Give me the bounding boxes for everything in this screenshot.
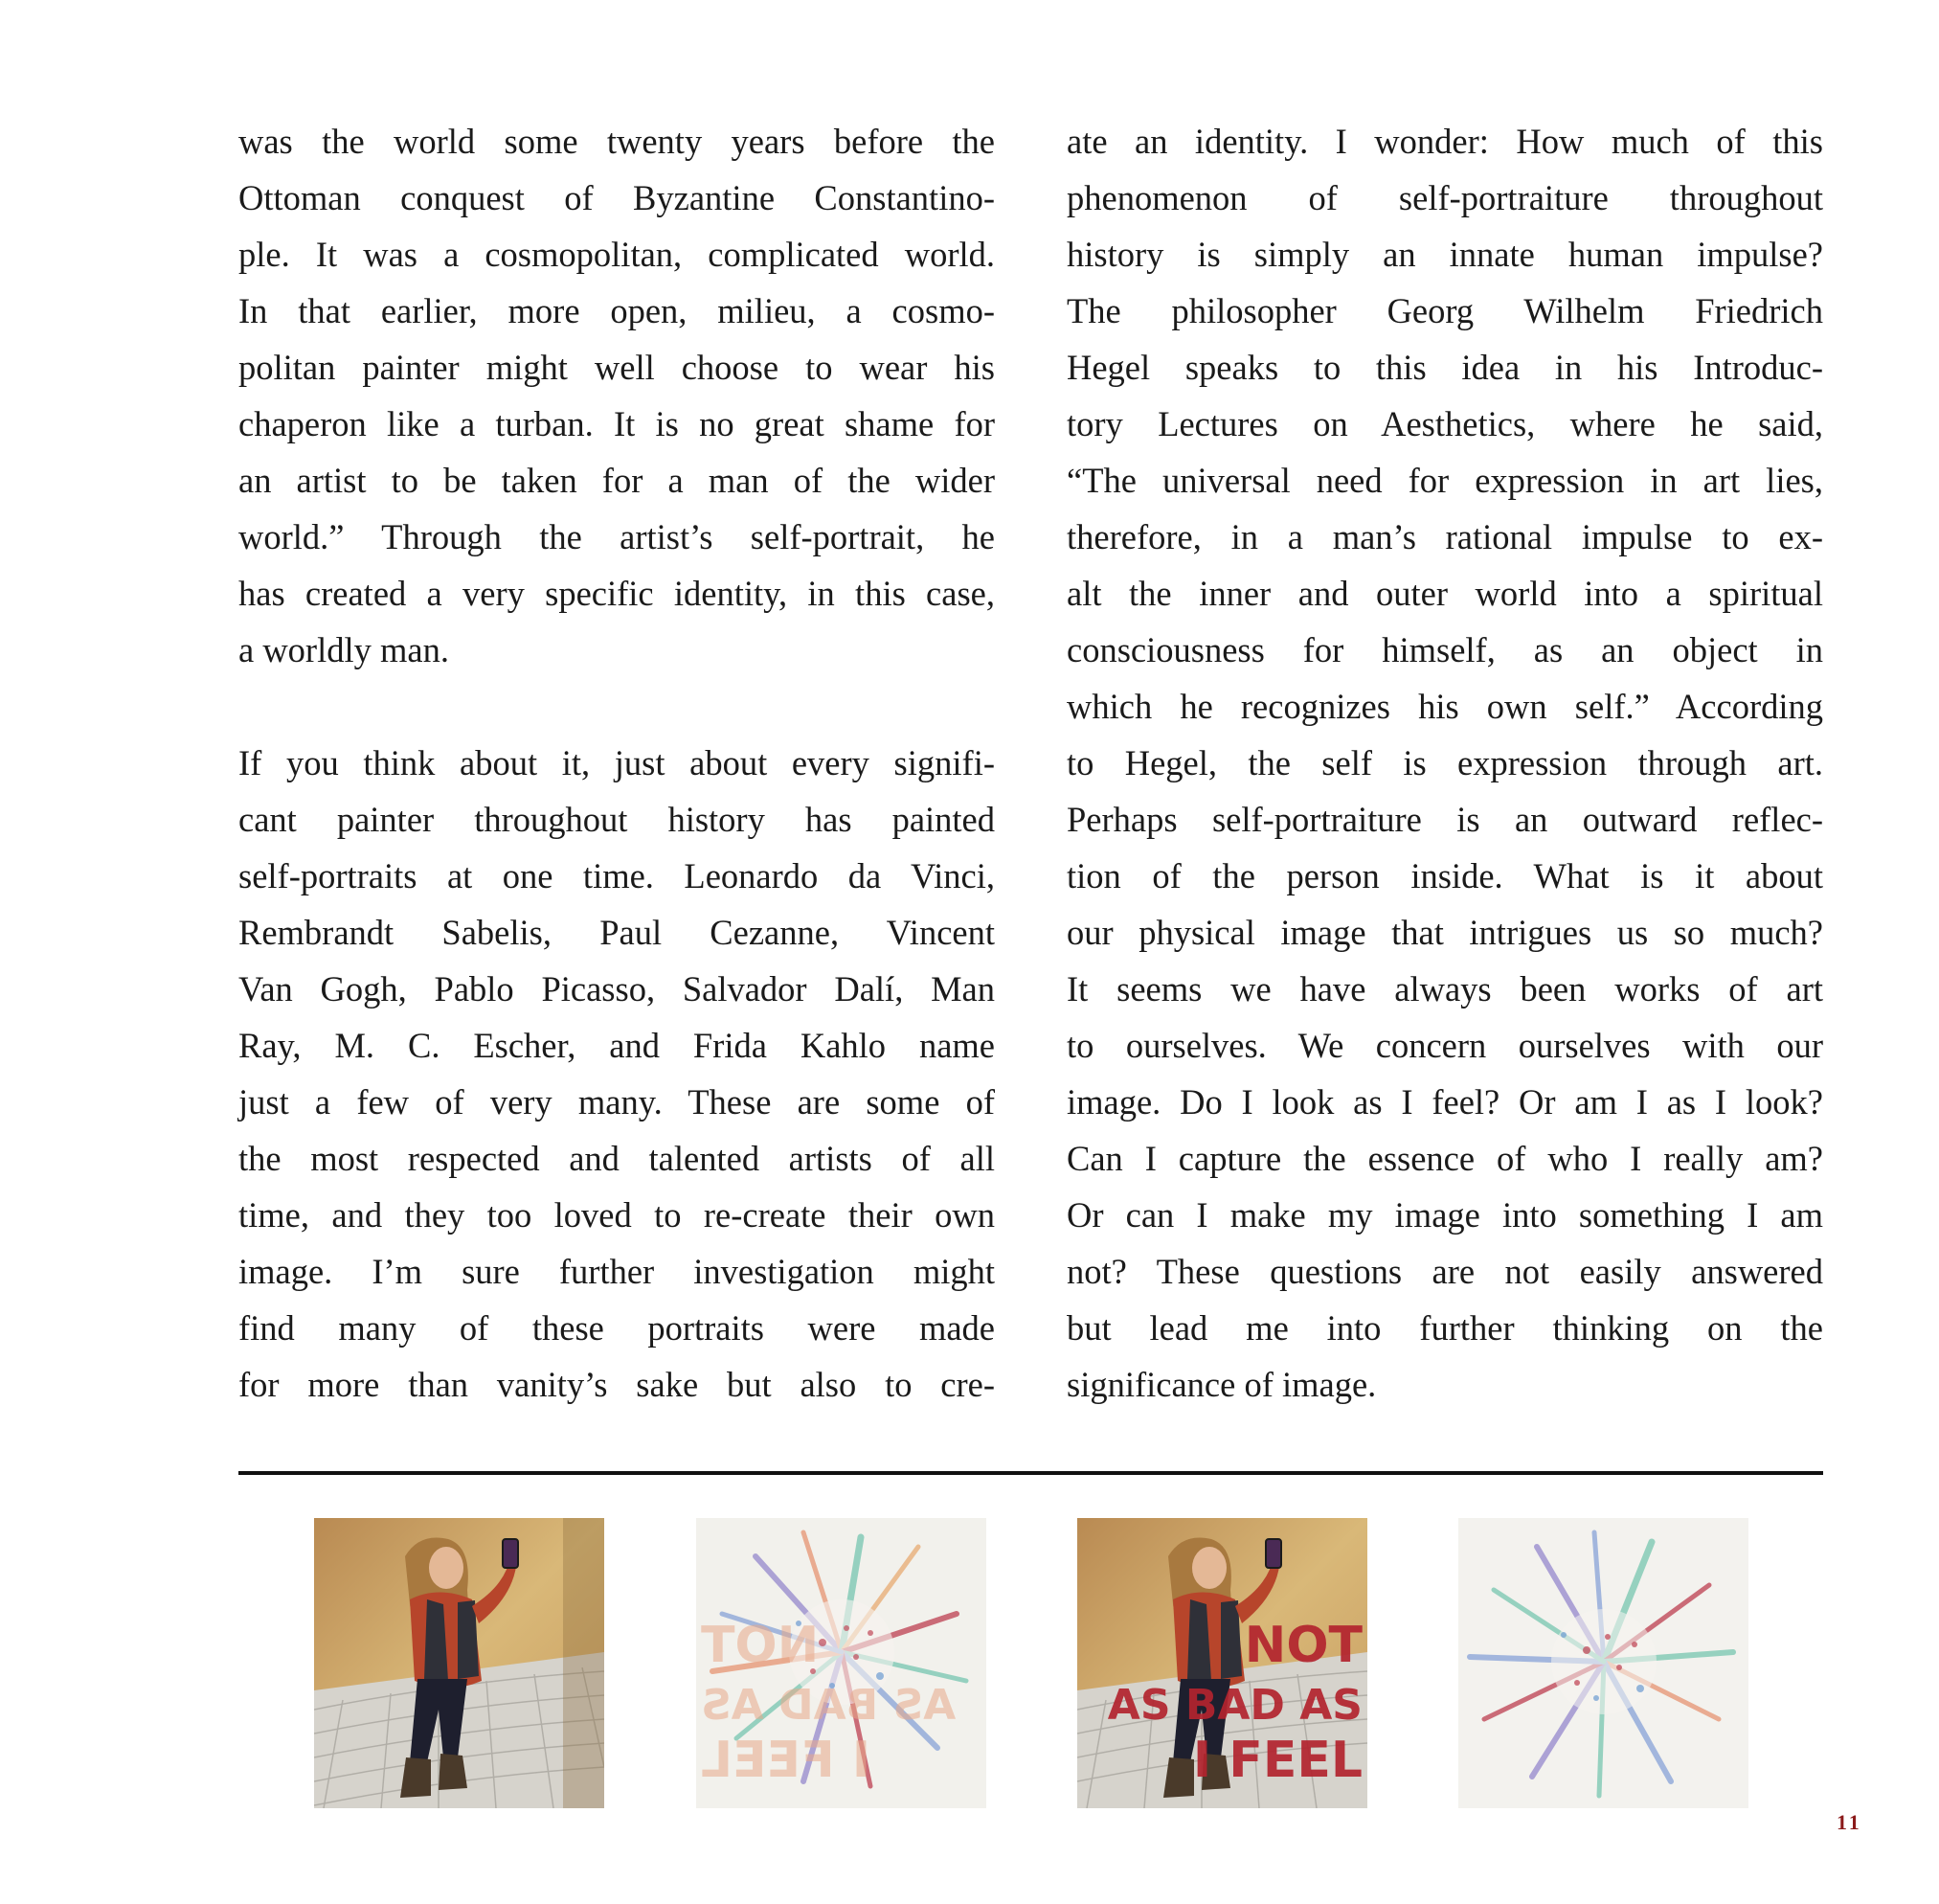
text-line: chaperon like a turban. It is no great shame for (238, 404, 995, 443)
text-line: but lead me into further thinking on the (1067, 1308, 1823, 1348)
text-line: just a few of very many. These are some of (238, 1082, 995, 1122)
paragraph-gap (238, 678, 995, 735)
splatter-art (1458, 1518, 1748, 1808)
selfie-photo-illustration (314, 1518, 604, 1808)
splatter-illustration (696, 1518, 986, 1808)
text-line: alt the inner and outer world into a spiritual (1067, 574, 1823, 613)
text-line: Rembrandt Sabelis, Paul Cezanne, Vincent (238, 913, 995, 952)
text-line: If you think about it, just about every signifi- (238, 743, 995, 782)
text-line: for more than vanity’s sake but also to cre- (238, 1365, 995, 1404)
text-line: which he recognizes his own self.” According (1067, 687, 1823, 726)
text-line: an artist to be taken for a man of the wider (238, 461, 995, 500)
text-line: phenomenon of self-portraiture throughout (1067, 178, 1823, 217)
right-text-column (1067, 113, 1823, 1413)
text-line: significance of image. (1067, 1365, 1377, 1404)
text-line: Hegel speaks to this idea in his Introduc- (1067, 348, 1823, 387)
selfie-photo-with-text (1077, 1518, 1367, 1808)
text-line: to ourselves. We concern ourselves with our (1067, 1026, 1823, 1065)
text-line: history is simply an innate human impulse? (1067, 235, 1823, 274)
text-line: ate an identity. I wonder: How much of this (1067, 122, 1823, 161)
overlay-text-not: NOT (1244, 1617, 1363, 1674)
overlay-text-as-bad-as-mirrored: AS BAD AS (701, 1681, 957, 1730)
text-line: tion of the person inside. What is it about (1067, 856, 1823, 895)
text-line: therefore, in a man’s rational impulse to ex- (1067, 517, 1823, 556)
text-line: “The universal need for expression in art lies, (1067, 461, 1823, 500)
text-line: image. Do I look as I feel? Or am I as I look? (1067, 1082, 1823, 1122)
text-line: image. I’m sure further investigation might (238, 1252, 995, 1291)
text-line: In that earlier, more open, milieu, a cosmo- (238, 291, 995, 330)
left-text-column (238, 113, 995, 1413)
page-number: 11 (1837, 1810, 1862, 1834)
horizontal-divider (238, 1471, 1823, 1475)
text-line: our physical image that intrigues us so much? (1067, 913, 1823, 952)
text-line: self-portraits at one time. Leonardo da Vinci, (238, 856, 995, 895)
text-line: time, and they too loved to re-create their own (238, 1195, 995, 1235)
paragraph-2 (238, 735, 995, 1413)
text-line: Ray, M. C. Escher, and Frida Kahlo name (238, 1026, 995, 1065)
text-line: Perhaps self-portraiture is an outward reflec- (1067, 800, 1823, 839)
text-line: the most respected and talented artists of all (238, 1139, 995, 1178)
selfie-text-illustration (1077, 1518, 1367, 1808)
selfie-photo (314, 1518, 604, 1808)
overlay-text-not-mirrored: NOT (701, 1617, 820, 1674)
text-line: not? These questions are not easily answered (1067, 1252, 1823, 1291)
splatter-illustration-plain (1458, 1518, 1748, 1808)
text-line: tory Lectures on Aesthetics, where he said, (1067, 404, 1823, 443)
text-line: ple. It was a cosmopolitan, complicated world. (238, 235, 995, 274)
text-line: to Hegel, the self is expression through art. (1067, 743, 1823, 782)
text-line: a worldly man. (238, 630, 449, 669)
text-line: find many of these portraits were made (238, 1308, 995, 1348)
text-line: Can I capture the essence of who I really am? (1067, 1139, 1823, 1178)
overlay-text-i-feel: I FEEL (1192, 1732, 1363, 1789)
overlay-text-as-bad-as: AS BAD AS (1107, 1681, 1363, 1730)
paragraph-1 (238, 113, 995, 678)
text-line: politan painter might well choose to wear his (238, 348, 995, 387)
splatter-art-mirrored-text (696, 1518, 986, 1808)
text-line: The philosopher Georg Wilhelm Friedrich (1067, 291, 1823, 330)
text-line: It seems we have always been works of art (1067, 969, 1823, 1009)
text-line: Van Gogh, Pablo Picasso, Salvador Dalí, Man (238, 969, 995, 1009)
text-line: world.” Through the artist’s self-portrait, he (238, 517, 995, 556)
text-line: cant painter throughout history has painted (238, 800, 995, 839)
text-line: was the world some twenty years before the (238, 122, 995, 161)
text-line: Ottoman conquest of Byzantine Constantino- (238, 178, 995, 217)
text-line: consciousness for himself, as an object in (1067, 630, 1823, 669)
text-line: has created a very specific identity, in this case, (238, 574, 995, 613)
text-line: Or can I make my image into something I am (1067, 1195, 1823, 1235)
overlay-text-i-feel-mirrored: I FEEL (701, 1732, 871, 1789)
